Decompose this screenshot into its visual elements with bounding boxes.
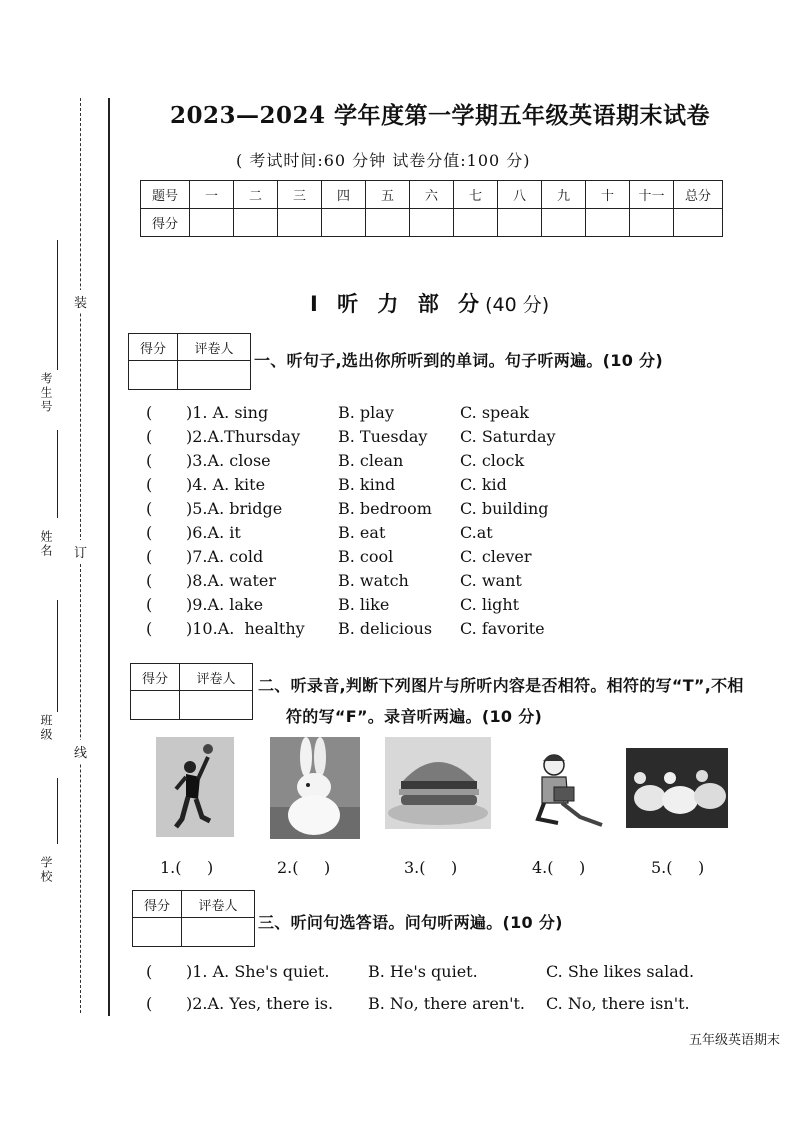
hamburger-graphic: [385, 737, 491, 829]
boy-reading-icon: [518, 747, 606, 837]
grader-score-label: 得分: [131, 664, 180, 691]
seal-char-xian: 线: [74, 740, 87, 763]
option-b: B. delicious: [338, 619, 433, 638]
question-row: [146, 427, 576, 451]
option-c: C. want: [460, 571, 522, 590]
ducks-icon: [626, 748, 728, 828]
score-cell[interactable]: [234, 209, 278, 237]
page-title: 2023—2024 学年度第一学期五年级英语期末试卷: [169, 102, 711, 129]
basketball-player-icon: [156, 737, 234, 837]
option-b: B. watch: [338, 571, 409, 590]
grader-score-cell[interactable]: [129, 361, 178, 390]
grader-box-3: [132, 890, 255, 947]
option-c: C.at: [460, 523, 493, 542]
question-row: [146, 451, 576, 475]
question-row: [146, 595, 576, 619]
option-b: B. Tuesday: [338, 427, 428, 446]
score-table-col: 四: [322, 181, 366, 209]
score-table: [140, 180, 723, 237]
hamburger-icon: [385, 737, 491, 829]
option-c: C. speak: [460, 403, 529, 422]
answer-bracket[interactable]: (: [146, 427, 153, 446]
question-row: [146, 523, 576, 547]
score-table-col: 十一: [630, 181, 674, 209]
question-row: [146, 403, 576, 427]
exam-info: ( 考试时间:60 分钟 试卷分值:100 分): [236, 151, 531, 170]
part-one-score: (40 分): [485, 294, 550, 316]
picture-answer-5[interactable]: 5.( ): [651, 858, 705, 877]
score-cell[interactable]: [410, 209, 454, 237]
question-row: [146, 962, 726, 986]
option-b: B. eat: [338, 523, 386, 542]
score-table-row-label: 得分: [141, 209, 190, 237]
option-a: )5.A. bridge: [186, 499, 283, 518]
answer-bracket[interactable]: (: [146, 451, 153, 470]
grader-box-1: [128, 333, 251, 390]
option-a: )1. A. sing: [186, 403, 269, 422]
section3-title: 三、听问句选答语。问句听两遍。(10 分): [258, 913, 563, 932]
option-b: B. bedroom: [338, 499, 432, 518]
school-field[interactable]: [57, 778, 58, 844]
score-table-col: 三: [278, 181, 322, 209]
score-cell[interactable]: [190, 209, 234, 237]
option-c: C. light: [460, 595, 520, 614]
score-table-col: 十: [586, 181, 630, 209]
grader-score-cell[interactable]: [133, 918, 182, 947]
part-one-label: Ⅰ 听 力 部 分: [310, 292, 486, 316]
picture-answer-4[interactable]: 4.( ): [532, 858, 586, 877]
binding-solid-line: [108, 98, 110, 1016]
answer-bracket[interactable]: (: [146, 571, 153, 590]
grader-reviewer-label: 评卷人: [180, 664, 253, 691]
score-table-col: 九: [542, 181, 586, 209]
question-row: [146, 547, 576, 571]
question-row: [146, 994, 726, 1018]
option-c: C. favorite: [460, 619, 545, 638]
section2-title-line2: 符的写“F”。录音听两遍。(10 分): [286, 707, 543, 726]
score-cell[interactable]: [586, 209, 630, 237]
answer-bracket[interactable]: (: [146, 403, 153, 422]
option-a: )2.A. Yes, there is.: [186, 994, 334, 1013]
grader-box-2: [130, 663, 253, 720]
picture-answer-3[interactable]: 3.( ): [404, 858, 458, 877]
option-c: C. She likes salad.: [546, 962, 695, 981]
question-row: [146, 571, 576, 595]
name-label: 姓名: [39, 530, 53, 558]
score-table-header-row: [141, 181, 723, 209]
student-id-label: 考生号: [39, 372, 53, 414]
option-b: B. cool: [338, 547, 394, 566]
score-cell[interactable]: [278, 209, 322, 237]
option-a: )6.A. it: [186, 523, 241, 542]
option-a: )1. A. She's quiet.: [186, 962, 330, 981]
grader-reviewer-label: 评卷人: [182, 891, 255, 918]
score-table-col: 八: [498, 181, 542, 209]
seal-char-ding: 订: [74, 540, 87, 563]
option-c: C. kid: [460, 475, 507, 494]
score-table-col: 五: [366, 181, 410, 209]
option-a: )2.A.Thursday: [186, 427, 301, 446]
grader-reviewer-label: 评卷人: [178, 334, 251, 361]
option-a: )4. A. kite: [186, 475, 266, 494]
seal-char-zhuang: 装: [74, 290, 87, 313]
option-b: B. kind: [338, 475, 396, 494]
option-c: C. No, there isn't.: [546, 994, 690, 1013]
answer-bracket[interactable]: (: [146, 595, 153, 614]
score-cell[interactable]: [542, 209, 586, 237]
answer-bracket[interactable]: (: [146, 962, 153, 981]
question-row: [146, 619, 576, 643]
grader-score-cell[interactable]: [131, 691, 180, 720]
option-b: B. play: [338, 403, 394, 422]
option-c: C. building: [460, 499, 549, 518]
score-table-total: 总分: [674, 181, 723, 209]
option-c: C. clock: [460, 451, 525, 470]
option-a: )8.A. water: [186, 571, 277, 590]
ducks-graphic: [626, 748, 728, 828]
grader-score-label: 得分: [133, 891, 182, 918]
question-row: [146, 499, 576, 523]
option-a: )10.A. healthy: [186, 619, 305, 638]
option-a: )3.A. close: [186, 451, 271, 470]
option-c: C. clever: [460, 547, 532, 566]
section1-title: 一、听句子,选出你所听到的单词。句子听两遍。(10 分): [254, 351, 663, 370]
answer-bracket[interactable]: (: [146, 994, 153, 1013]
option-b: B. He's quiet.: [368, 962, 478, 981]
score-cell[interactable]: [498, 209, 542, 237]
option-a: )9.A. lake: [186, 595, 264, 614]
question-row: [146, 475, 576, 499]
name-field[interactable]: [57, 430, 58, 518]
score-table-col: 七: [454, 181, 498, 209]
score-table-row-label: 题号: [141, 181, 190, 209]
page-footer: 五年级英语期末: [688, 1033, 780, 1048]
option-c: C. Saturday: [460, 427, 556, 446]
answer-bracket[interactable]: (: [146, 475, 153, 494]
score-table-score-row: [141, 209, 723, 237]
class-label: 班级: [39, 714, 53, 742]
grader-reviewer-cell[interactable]: [180, 691, 253, 720]
student-id-field[interactable]: [57, 240, 58, 370]
rabbit-icon: [270, 737, 360, 839]
option-b: B. like: [338, 595, 390, 614]
grader-score-label: 得分: [129, 334, 178, 361]
grader-reviewer-cell[interactable]: [182, 918, 255, 947]
grader-reviewer-cell[interactable]: [178, 361, 251, 390]
basketball-player-graphic: [156, 737, 234, 837]
part-one-title: [310, 288, 549, 318]
answer-bracket[interactable]: (: [146, 499, 153, 518]
answer-bracket[interactable]: (: [146, 523, 153, 542]
score-table-col: 二: [234, 181, 278, 209]
option-b: B. clean: [338, 451, 404, 470]
school-label: 学校: [39, 856, 53, 884]
option-b: B. No, there aren't.: [368, 994, 526, 1013]
class-field[interactable]: [57, 600, 58, 712]
boy-reading-graphic: [518, 747, 606, 837]
answer-bracket[interactable]: (: [146, 619, 153, 638]
picture-answer-2[interactable]: 2.( ): [277, 858, 331, 877]
score-cell[interactable]: [322, 209, 366, 237]
score-cell[interactable]: [630, 209, 674, 237]
rabbit-graphic: [270, 737, 360, 839]
section2-title-line1: 二、听录音,判断下列图片与所听内容是否相符。相符的写“T”,不相: [258, 676, 744, 695]
score-cell[interactable]: [454, 209, 498, 237]
score-table-col: 六: [410, 181, 454, 209]
score-cell-total[interactable]: [674, 209, 723, 237]
picture-answer-1[interactable]: 1.( ): [160, 858, 214, 877]
option-a: )7.A. cold: [186, 547, 264, 566]
score-cell[interactable]: [366, 209, 410, 237]
answer-bracket[interactable]: (: [146, 547, 153, 566]
score-table-col: 一: [190, 181, 234, 209]
